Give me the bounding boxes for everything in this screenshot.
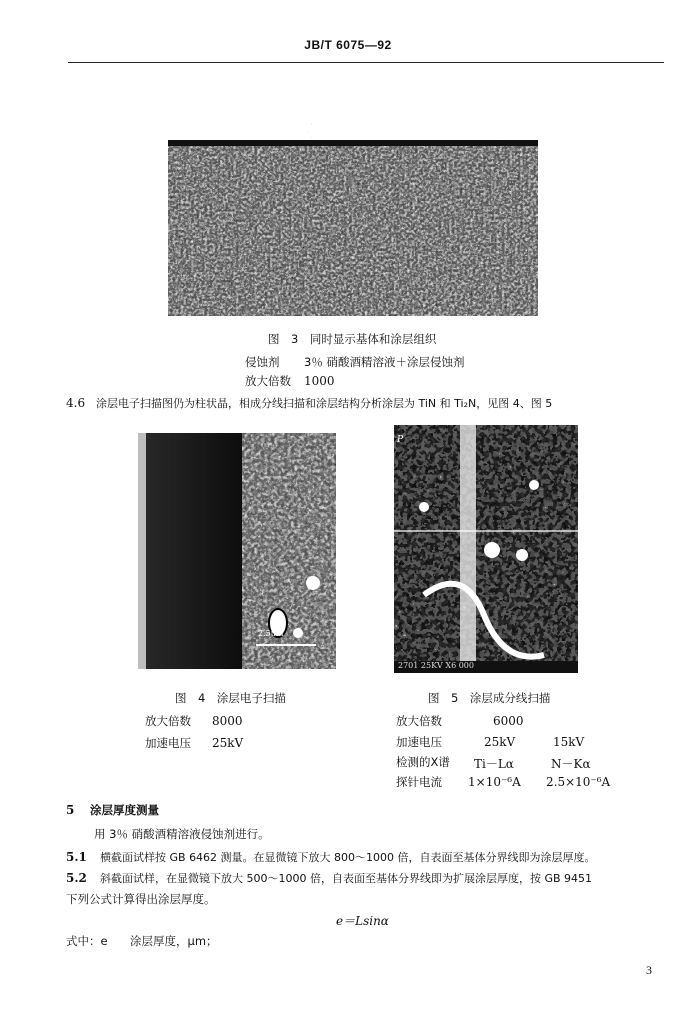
figure4-caption: 图 4 涂层电子扫描: [175, 691, 286, 705]
figure5-corner-label: P: [397, 435, 404, 445]
figure5-magnification-label: 放大倍数: [396, 714, 442, 728]
section-4-6-text: 涂层电子扫描图仍为柱状晶，相成分线扫描和涂层结构分析涂层为 TiN 和 Ti₂N，见图 4、图 5: [96, 397, 553, 410]
section-4-6-number: 4.6: [66, 396, 86, 410]
figure5-micrograph: [394, 425, 578, 673]
figure5-current-label: 探针电流: [396, 775, 442, 789]
section-5-1-text: 横截面试样按 GB 6462 测量。在显微镜下放大 800～1000 倍，自表面至基体分界线即为涂层厚度。: [100, 851, 596, 864]
figure5-footer-text: 2701 25KV X6 000: [398, 661, 474, 670]
figure4-voltage-value: 25kV: [212, 736, 244, 750]
figure5-xray-value-2: N－Kα: [551, 757, 591, 771]
section-5-2-number: 5.2: [66, 871, 87, 885]
figure4-micrograph: [138, 433, 336, 669]
figure4-voltage-label: 加速电压: [145, 736, 191, 750]
figure3-magnification-value: 1000: [304, 374, 335, 388]
figure5-xray-value-1: Ti－Lα: [474, 757, 514, 771]
figure5-voltage-label: 加速电压: [396, 735, 442, 749]
figure4-magnification-value: 8000: [212, 714, 243, 728]
formula: e＝Lsinα: [336, 914, 389, 928]
section-5-title: 涂层厚度测量: [90, 803, 159, 817]
section-5-1-number: 5.1: [66, 850, 87, 864]
figure5-xray-label: 检测的X谱: [396, 755, 450, 769]
page-number: 3: [646, 963, 652, 977]
standard-code-header: JB/T 6075—92: [304, 38, 392, 52]
section-5-intro: 用 3％ 硝酸酒精溶液侵蚀剂进行。: [94, 827, 270, 841]
figure5-current-value-2: 2.5×10⁻⁶A: [546, 775, 611, 789]
header-divider: [68, 62, 664, 63]
figure4-scale-text: 2.5um: [258, 629, 284, 638]
formula-where-label: 式中：e: [66, 934, 108, 948]
figure3-etchant-value: 3％ 硝酸酒精溶液＋涂层侵蚀剂: [304, 355, 465, 369]
section-5-2-text: 斜截面试样，在显微镜下放大 500～1000 倍，自表面至基体分界线即为扩展涂层厚度，按 GB 9451: [100, 872, 593, 885]
figure5-current-value-1: 1×10⁻⁶A: [468, 775, 521, 789]
figure3-etchant-label: 侵蚀剂: [245, 355, 280, 369]
section-5-2-continuation: 下列公式计算得出涂层厚度。: [66, 892, 216, 906]
figure4-magnification-label: 放大倍数: [145, 714, 191, 728]
figure5-voltage-value-2: 15kV: [553, 735, 585, 749]
figure5-voltage-value-1: 25kV: [484, 735, 516, 749]
section-5-number: 5: [66, 803, 75, 817]
figure5-magnification-value: 6000: [493, 714, 524, 728]
figure3-magnification-label: 放大倍数: [245, 374, 291, 388]
figure3-caption: 图 3 同时显示基体和涂层组织: [268, 332, 437, 346]
figure3-micrograph: [168, 112, 538, 316]
figure5-caption: 图 5 涂层成分线扫描: [428, 691, 551, 705]
formula-where-text: 涂层厚度，μm；: [130, 934, 218, 948]
